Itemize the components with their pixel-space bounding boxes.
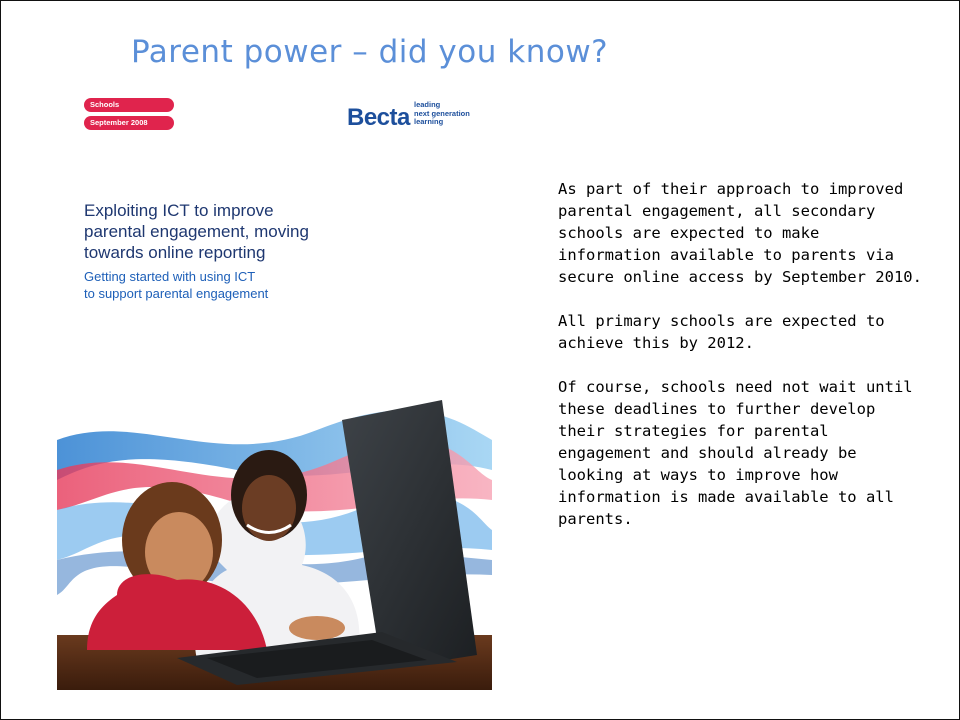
paragraph-of-course: Of course, schools need not wait until these deadlines to further develop their strategies for parental engagement and should already be looking at ways to improve how information is made available to all parents. (558, 378, 913, 528)
tagline-line: leading (414, 100, 441, 109)
heading-line: Exploiting ICT to improve (84, 201, 274, 220)
paragraph-primary-schools: All primary schools are expected to achieve this by 2012. (558, 312, 885, 352)
date-badge: September 2008 (84, 116, 174, 130)
subheading-line: Getting started with using ICT (84, 269, 256, 284)
tagline-line: next generation (414, 108, 470, 118)
document-heading (84, 200, 374, 263)
heading-line: parental engagement, moving (84, 222, 309, 241)
document-subheading (84, 268, 268, 302)
becta-tagline (414, 101, 470, 127)
subheading-line: to support parental engagement (84, 286, 269, 301)
slide-title: Parent power – did you know? (131, 34, 609, 70)
heading-line: towards online reporting (84, 243, 266, 262)
tagline-line: learning (414, 117, 444, 126)
paragraph-secondary-schools: As part of their approach to improved parental engagement, all secondary schools are expected to make information available to parents via secure online access by September 2010. (558, 180, 922, 286)
body-text (558, 178, 930, 552)
becta-logo: Becta (347, 104, 410, 131)
cover-photo (57, 400, 492, 690)
schools-badge: Schools (84, 98, 174, 112)
